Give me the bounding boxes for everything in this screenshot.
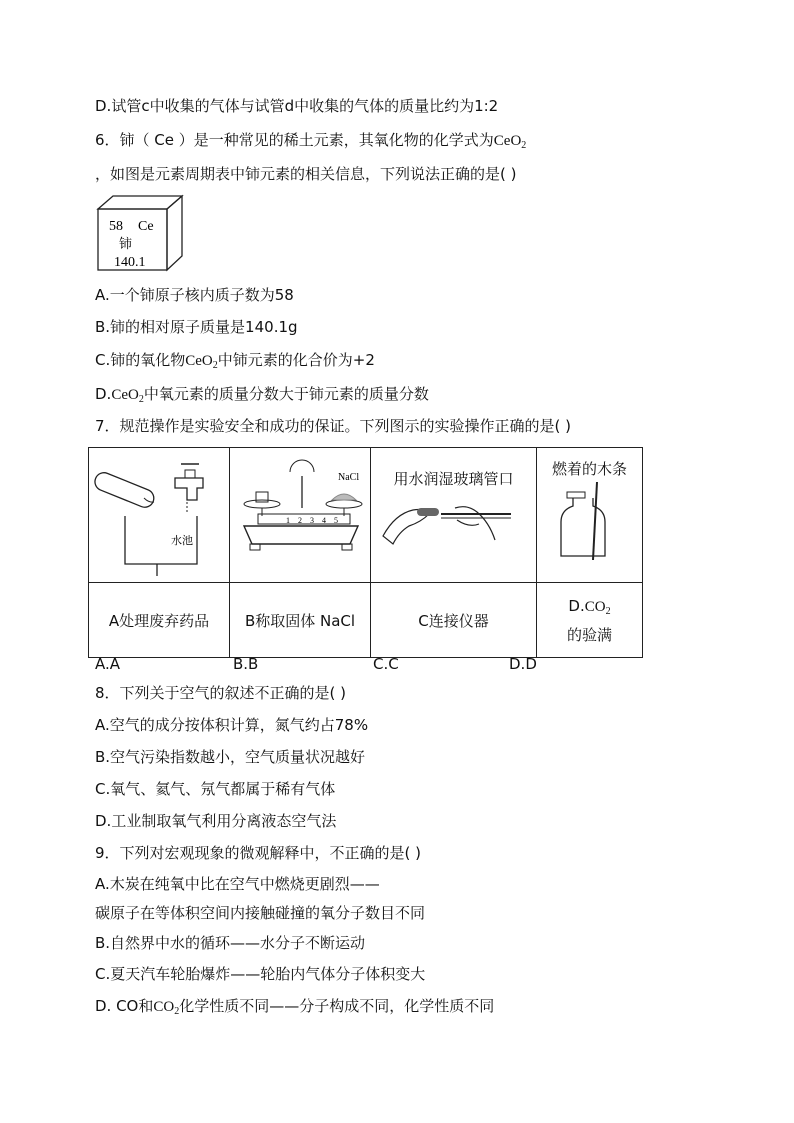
waste-disposal-drawing — [89, 448, 229, 578]
q7-operations-table — [88, 447, 643, 658]
q6-stem-line1 — [95, 130, 526, 151]
q7-choice-a[interactable]: A.A — [95, 655, 121, 673]
q9-option-a-line1: A.木炭在纯氧中比在空气中燃烧更剧烈—— — [95, 875, 380, 893]
q7-pic-d — [537, 448, 643, 583]
svg-text:1: 1 — [286, 516, 290, 525]
svg-text:4: 4 — [322, 516, 326, 525]
balance-drawing — [230, 448, 370, 578]
q6-stem-line2: ，如图是元素周期表中铈元素的相关信息，下列说法正确的是( ) — [95, 165, 517, 183]
element-mass: 140.1 — [114, 255, 146, 270]
q5-option-d: D.试管c中收集的气体与试管d中收集的气体的质量比约为1:2 — [95, 97, 499, 115]
q7-caption-b: B称取固体 NaCl — [230, 583, 371, 658]
q6-stem-text: 6．铈（ Ce ）是一种常见的稀土元素，其氧化物的化学式为 — [95, 131, 494, 149]
q8-option-b: B.空气污染指数越小，空气质量状况越好 — [95, 748, 366, 766]
q7-choice-c[interactable]: C.C — [373, 655, 399, 673]
element-cube-figure — [96, 194, 186, 274]
sink-label: 水池 — [171, 534, 193, 547]
q6-formula: CeO$_2$ — [493, 133, 527, 151]
nacl-label: NaCl — [338, 472, 360, 483]
q9-option-d-formula: $CO_2$ — [153, 999, 180, 1017]
svg-text:3: 3 — [310, 516, 314, 525]
q6-option-d: D.CeO$_2$中氧元素的质量分数大于铈元素的质量分数 — [95, 385, 429, 405]
q9-stem: 9．下列对宏观现象的微观解释中，不正确的是( ) — [95, 844, 422, 862]
q7-choice-b[interactable]: B.B — [233, 655, 259, 673]
q6-option-c-formula: CeO$_2$ — [185, 353, 218, 371]
q9-option-c: C.夏天汽车轮胎爆炸——轮胎内气体分子体积变大 — [95, 965, 426, 983]
q8-option-c: C.氧气、氦气、氖气都属于稀有气体 — [95, 780, 336, 798]
q7-caption-a: A处理废弃药品 — [89, 583, 230, 658]
q7-caption-c: C连接仪器 — [371, 583, 537, 658]
svg-text:5: 5 — [334, 516, 338, 525]
q7-pic-a — [89, 448, 230, 583]
q9-option-b: B.自然界中水的循环——水分子不断运动 — [95, 934, 366, 952]
q7-caption-d: $D.CO_2$ 的验满 — [537, 583, 643, 658]
q9-option-d: D. CO和$CO_2$化学性质不同——分子构成不同，化学性质不同 — [95, 997, 495, 1017]
element-number: 58 — [109, 219, 123, 234]
q7-pic-b — [230, 448, 371, 583]
pic-d-title: 燃着的木条 — [551, 460, 627, 478]
pic-c-title: 用水润湿玻璃管口 — [393, 470, 514, 488]
q6-option-d-formula: CeO$_2$ — [111, 387, 144, 405]
svg-text:2: 2 — [298, 516, 302, 525]
q6-option-b: B.铈的相对原子质量是140.1g — [95, 318, 298, 336]
q8-option-d: D.工业制取氧气利用分离液态空气法 — [95, 812, 337, 830]
q9-option-a-line2: 碳原子在等体积空间内接触碰撞的氧分子数目不同 — [95, 904, 426, 922]
q8-stem: 8．下列关于空气的叙述不正确的是( ) — [95, 684, 347, 702]
q7-pic-c — [371, 448, 537, 583]
q6-option-c: C.铈的氧化物CeO$_2$中铈元素的化合价为+2 — [95, 351, 375, 371]
element-name: 铈 — [119, 237, 133, 252]
q8-option-a: A.空气的成分按体积计算，氮气约占78% — [95, 716, 369, 734]
q7-choice-d[interactable]: D.D — [509, 655, 537, 673]
q7-stem: 7．规范操作是实验安全和成功的保证。下列图示的实验操作正确的是( ) — [95, 417, 572, 435]
q7-choices — [95, 655, 655, 675]
q6-option-a: A.一个铈原子核内质子数为58 — [95, 286, 294, 304]
element-symbol: Ce — [138, 219, 154, 234]
